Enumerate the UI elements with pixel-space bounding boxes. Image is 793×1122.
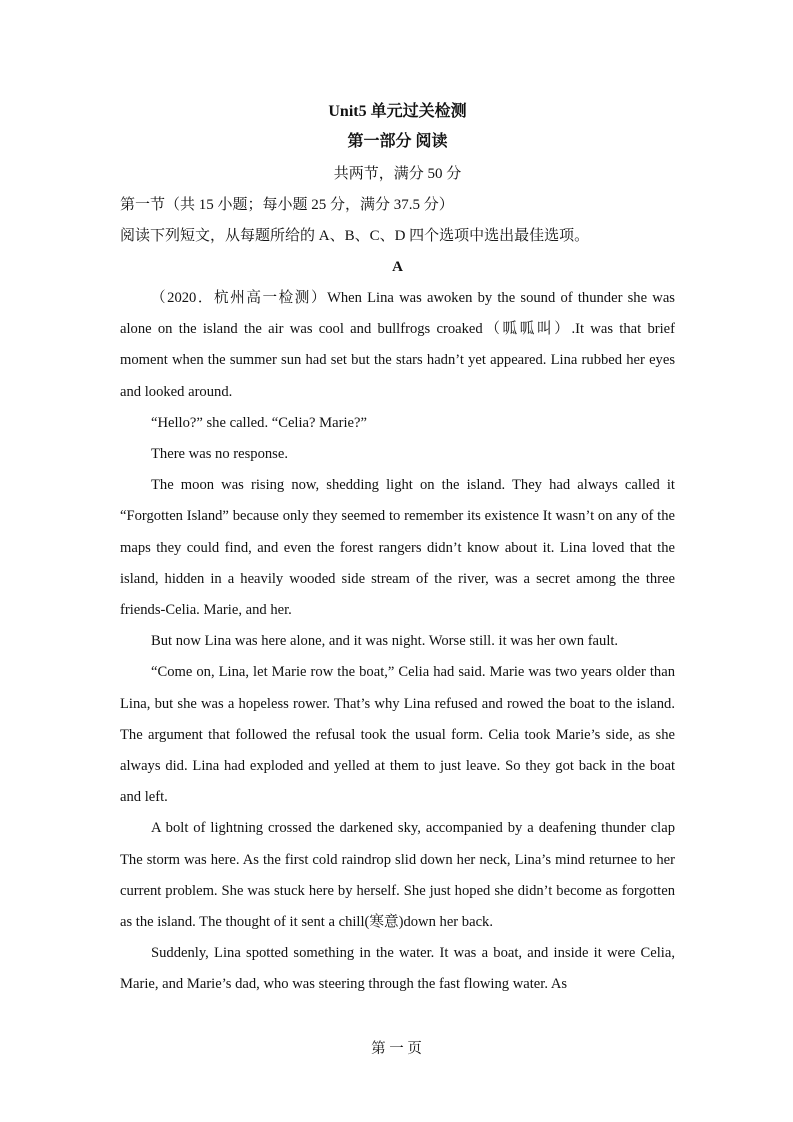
passage-paragraph-1: （2020．杭州高一检测）When Lina was awoken by the sound of thunder she was alone on the island the air was cool and bullfrogs croaked（呱呱叫）.It was that brief moment when the summer sun had set but the stars hadn’t yet appeared. Lina rubbed her eyes and looked around. bbox=[120, 290, 675, 400]
passage-paragraph-5: But now Lina was here alone, and it was night. Worse still. it was her own fault. bbox=[151, 633, 619, 650]
page-content bbox=[120, 97, 675, 1001]
passage-paragraph-2: “Hello?” she called. “Celia? Marie?” bbox=[151, 414, 367, 431]
passage-paragraph-8: Suddenly, Lina spotted something in the water. It was a boat, and inside it were Celia, Marie, and Marie’s dad, who was steering through the fast flowing water. As bbox=[120, 945, 675, 993]
page-title: Unit5 单元过关检测 bbox=[328, 103, 467, 120]
passage-paragraph-3: There was no response. bbox=[151, 446, 288, 463]
section-title: 第一节（共 15 小题；每小题 25 分，满分 37.5 分） bbox=[120, 197, 454, 213]
passage-label: A bbox=[392, 259, 403, 275]
page-number: 第 一 页 bbox=[371, 1041, 422, 1057]
passage-paragraph-7: A bolt of lightning crossed the darkened sky, accompanied by a deafening thunder clap The storm was here. As the first cold raindrop slid down her neck, Lina’s mind returnee to her current problem. She was stuck here by herself. She just hoped she didn’t become as forgotten as the island. The thought of it sent a chill(寒意)down her back. bbox=[120, 820, 675, 931]
section-instruction: 阅读下列短文，从每题所给的 A、B、C、D 四个选项中选出最佳选项。 bbox=[120, 228, 590, 244]
part-heading: 第一部分 阅读 bbox=[347, 133, 448, 150]
score-info: 共两节，满分 50 分 bbox=[333, 166, 462, 182]
passage-paragraph-6: “Come on, Lina, let Marie row the boat,” Celia had said. Marie was two years older than Lina, but she was a hopeless rower. That’s why Lina refused and rowed the boat to the island. The argument that followed the refusal took the usual form. Celia took Marie’s side, as she always did. Lina had exploded and yelled at them to just leave. So they got back in the boat and left. bbox=[120, 664, 675, 806]
passage-paragraph-4: The moon was rising now, shedding light on the island. They had always called it “Forgotten Island” because only they seemed to remember its existence It wasn’t on any of the maps they could find, and even the forest rangers didn’t know about it. Lina loved that the island, hidden in a heavily wooded side stream of the river, was a secret among the three friends-Celia. Marie, and her. bbox=[120, 477, 675, 619]
